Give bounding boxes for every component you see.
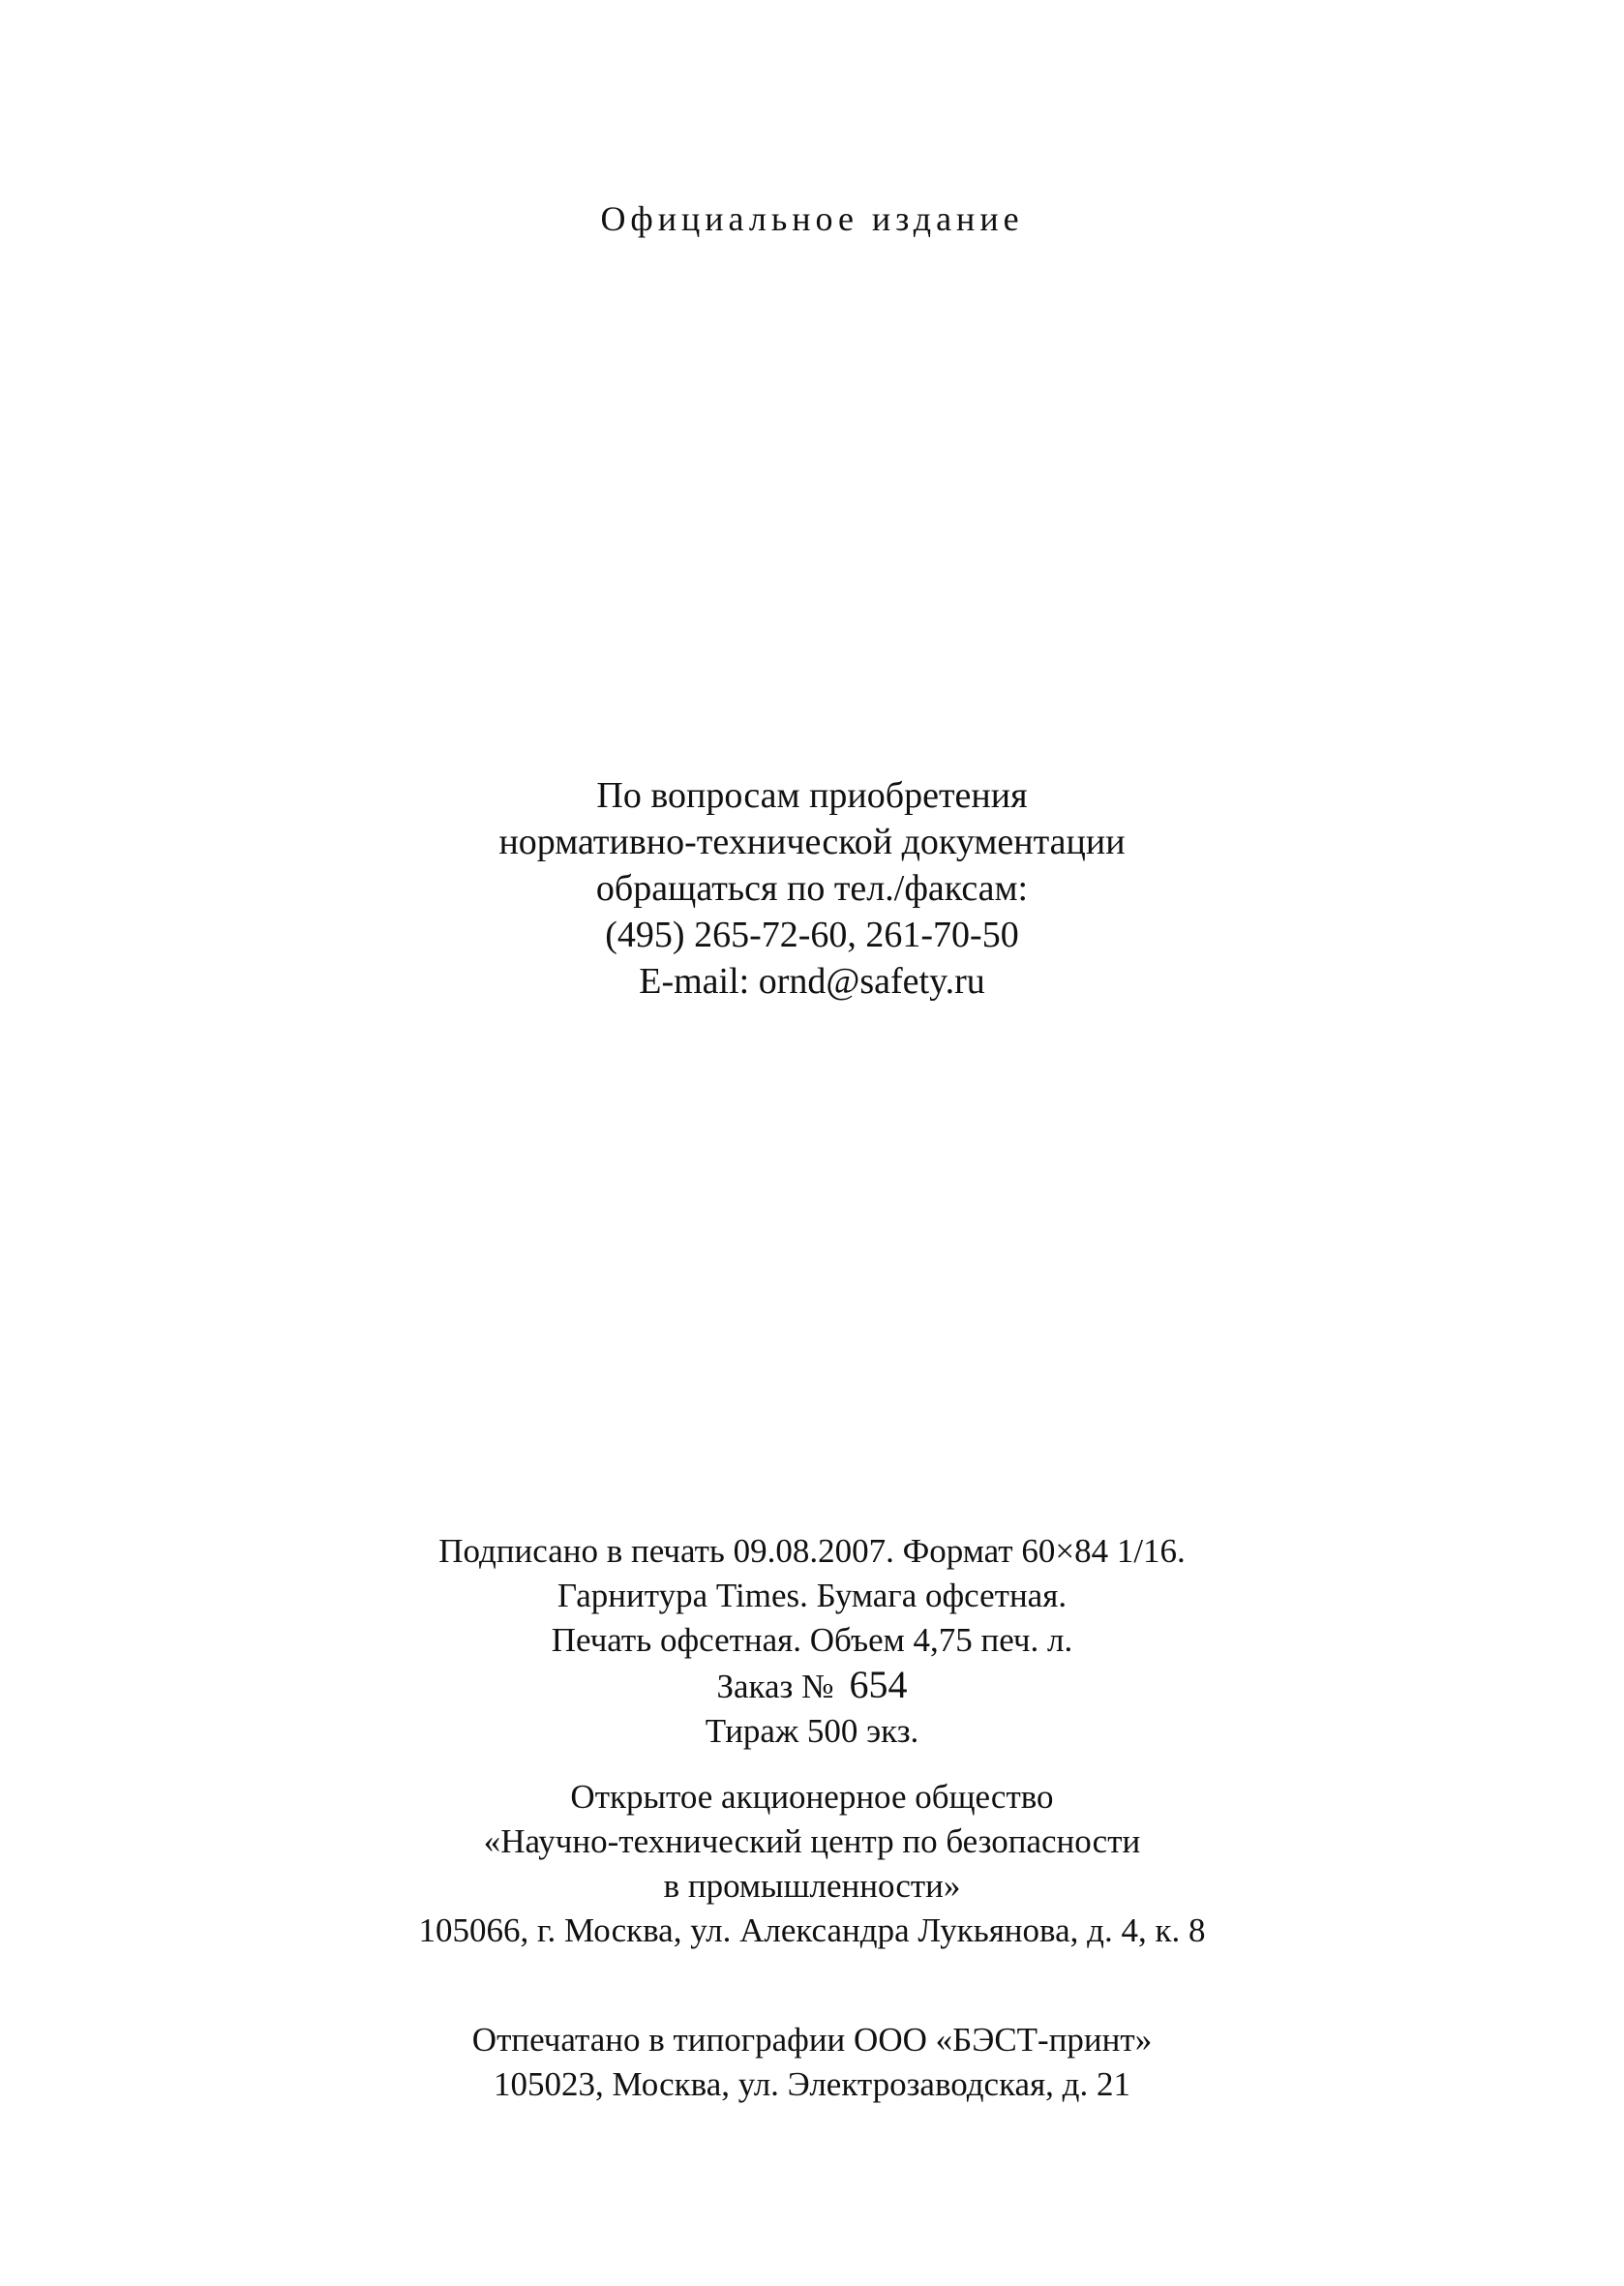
imprint-signed: Подписано в печать 09.08.2007. Формат 60×84 1/16. — [438, 1532, 1186, 1570]
org-line: Открытое акционерное общество — [570, 1778, 1054, 1816]
order-label: Заказ № — [716, 1668, 834, 1705]
org-address: 105066, г. Москва, ул. Александра Лукьянова, д. 4, к. 8 — [418, 1911, 1206, 1949]
imprint-typeface: Гарнитура Times. Бумага офсетная. — [556, 1577, 1068, 1614]
org-line: в промышленности» — [663, 1867, 961, 1905]
imprint-circulation: Тираж 500 экз. — [705, 1712, 919, 1750]
publisher-organization — [0, 1775, 1624, 1953]
contacts-line: По вопросам приобретения — [596, 775, 1028, 816]
imprint-order — [0, 1663, 1624, 1709]
contacts-line: обращаться по тел./факсам: — [595, 868, 1029, 909]
edition-label — [0, 198, 1624, 239]
purchase-contacts — [0, 772, 1624, 1005]
contacts-line: нормативно-технической документации — [498, 822, 1126, 862]
order-number: 654 — [849, 1663, 908, 1706]
contacts-phones: (495) 265-72-60, 261-70-50 — [605, 915, 1019, 955]
printer-address: 105023, Москва, ул. Электрозаводская, д. 21 — [494, 2065, 1130, 2103]
contacts-email: E-mail: ornd@safety.ru — [639, 961, 985, 1002]
printing-house — [0, 2018, 1624, 2107]
imprint-print: Печать офсетная. Объем 4,75 печ. л. — [551, 1621, 1073, 1659]
edition-label-text: Официальное издание — [600, 199, 1024, 238]
org-line: «Научно-технический центр по безопасности — [483, 1822, 1141, 1860]
printer-line: Отпечатано в типографии ООО «БЭСТ-принт» — [471, 2021, 1153, 2059]
imprint-details — [0, 1529, 1624, 1754]
